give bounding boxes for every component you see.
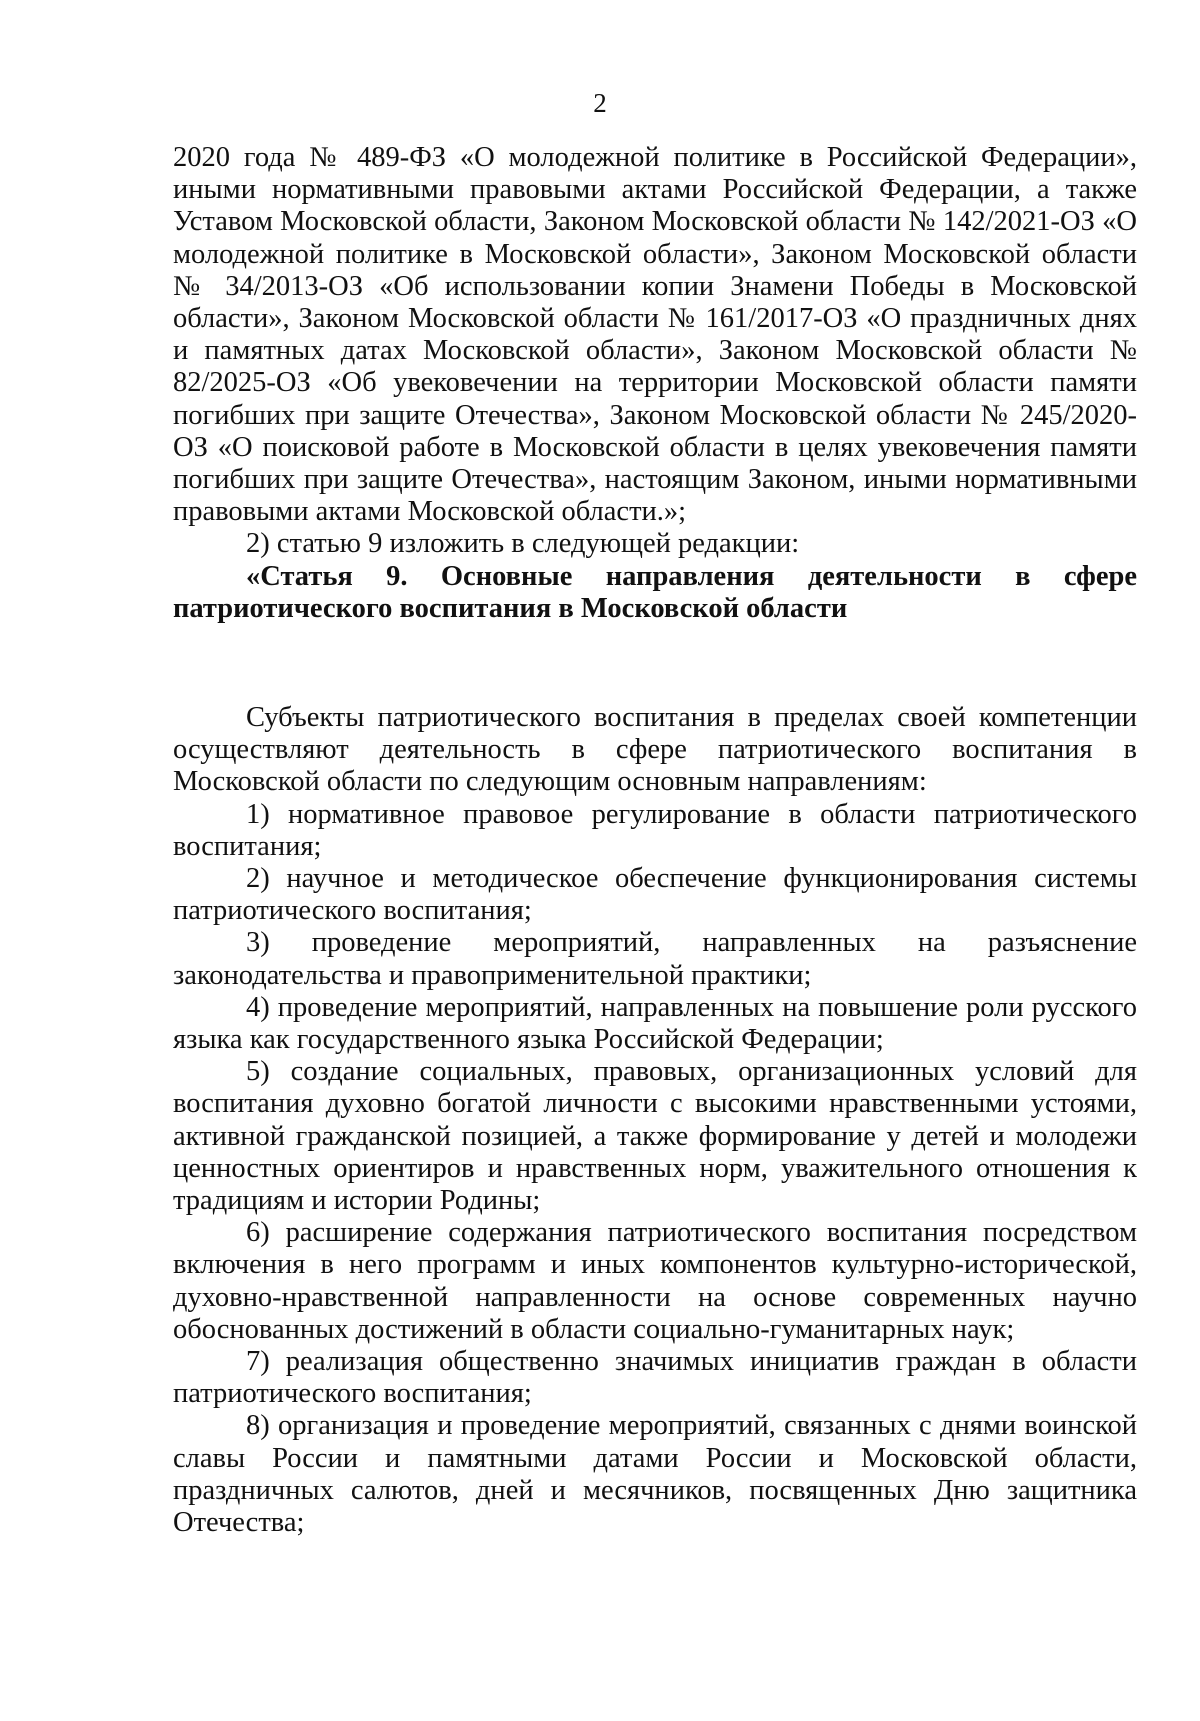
article-heading: «Статья 9. Основные направления деятельности в сфере патриотического воспитания в Московской области — [173, 560, 1137, 624]
list-item: 2) научное и методическое обеспечение функционирования системы патриотического воспитания; — [173, 863, 1137, 927]
intro-paragraph: 2020 года № 489-ФЗ «О молодежной политике в Российской Федерации», иными нормативными правовыми актами Российской Федерации, а также Уставом Московской области, Законом Московской области № 142/2021-ОЗ «О молодежной политике в Московской области», Законом Московской области № 34/2013-ОЗ «Об использовании копии Знамени Победы в Московской области», Законом Московской области № 161/2017-ОЗ «О праздничных днях и памятных датах Московской области», Законом Московской области № 82/2025-ОЗ «Об увековечении на территории Московской области памяти погибших при защите Отечества», Законом Московской области № 245/2020-ОЗ «О поисковой работе в Московской области в целях увековечения памяти погибших при защите Отечества», настоящим Законом, иными нормативными правовыми актами Московской области.»; — [173, 142, 1137, 528]
list-item: 5) создание социальных, правовых, организационных условий для воспитания духовно богатой личности с высокими нравственными устоями, активной гражданской позицией, а также формирование у детей и молодежи ценностных ориентиров и нравственных норм, уважительного отношения к традициям и истории Родины; — [173, 1056, 1137, 1217]
amendment-line: 2) статью 9 изложить в следующей редакции: — [246, 528, 800, 560]
list-item: 6) расширение содержания патриотического воспитания посредством включения в него программ и иных компонентов культурно-исторической, духовно-нравственной направленности на основе современных научно обоснованных достижений в области социально-гуманитарных наук; — [173, 1217, 1137, 1345]
intro-section — [173, 142, 1137, 625]
list-item: 7) реализация общественно значимых инициатив граждан в области патриотического воспитания; — [173, 1346, 1137, 1410]
article-body — [173, 702, 1137, 1539]
page-number: 2 — [593, 88, 607, 118]
list-item: 3) проведение мероприятий, направленных на разъяснение законодательства и правоприменительной практики; — [173, 927, 1137, 991]
list-item: 1) нормативное правовое регулирование в области патриотического воспитания; — [173, 798, 1137, 862]
article-lead-paragraph: Субъекты патриотического воспитания в пределах своей компетенции осуществляют деятельность в сфере патриотического воспитания в Московской области по следующим основным направлениям: — [173, 702, 1137, 798]
list-item: 8) организация и проведение мероприятий, связанных с днями воинской славы России и памятными датами России и Московской области, праздничных салютов, дней и месячников, посвященных Дню защитника Отечества; — [173, 1410, 1137, 1539]
list-item: 4) проведение мероприятий, направленных на повышение роли русского языка как государственного языка Российской Федерации; — [173, 991, 1137, 1056]
